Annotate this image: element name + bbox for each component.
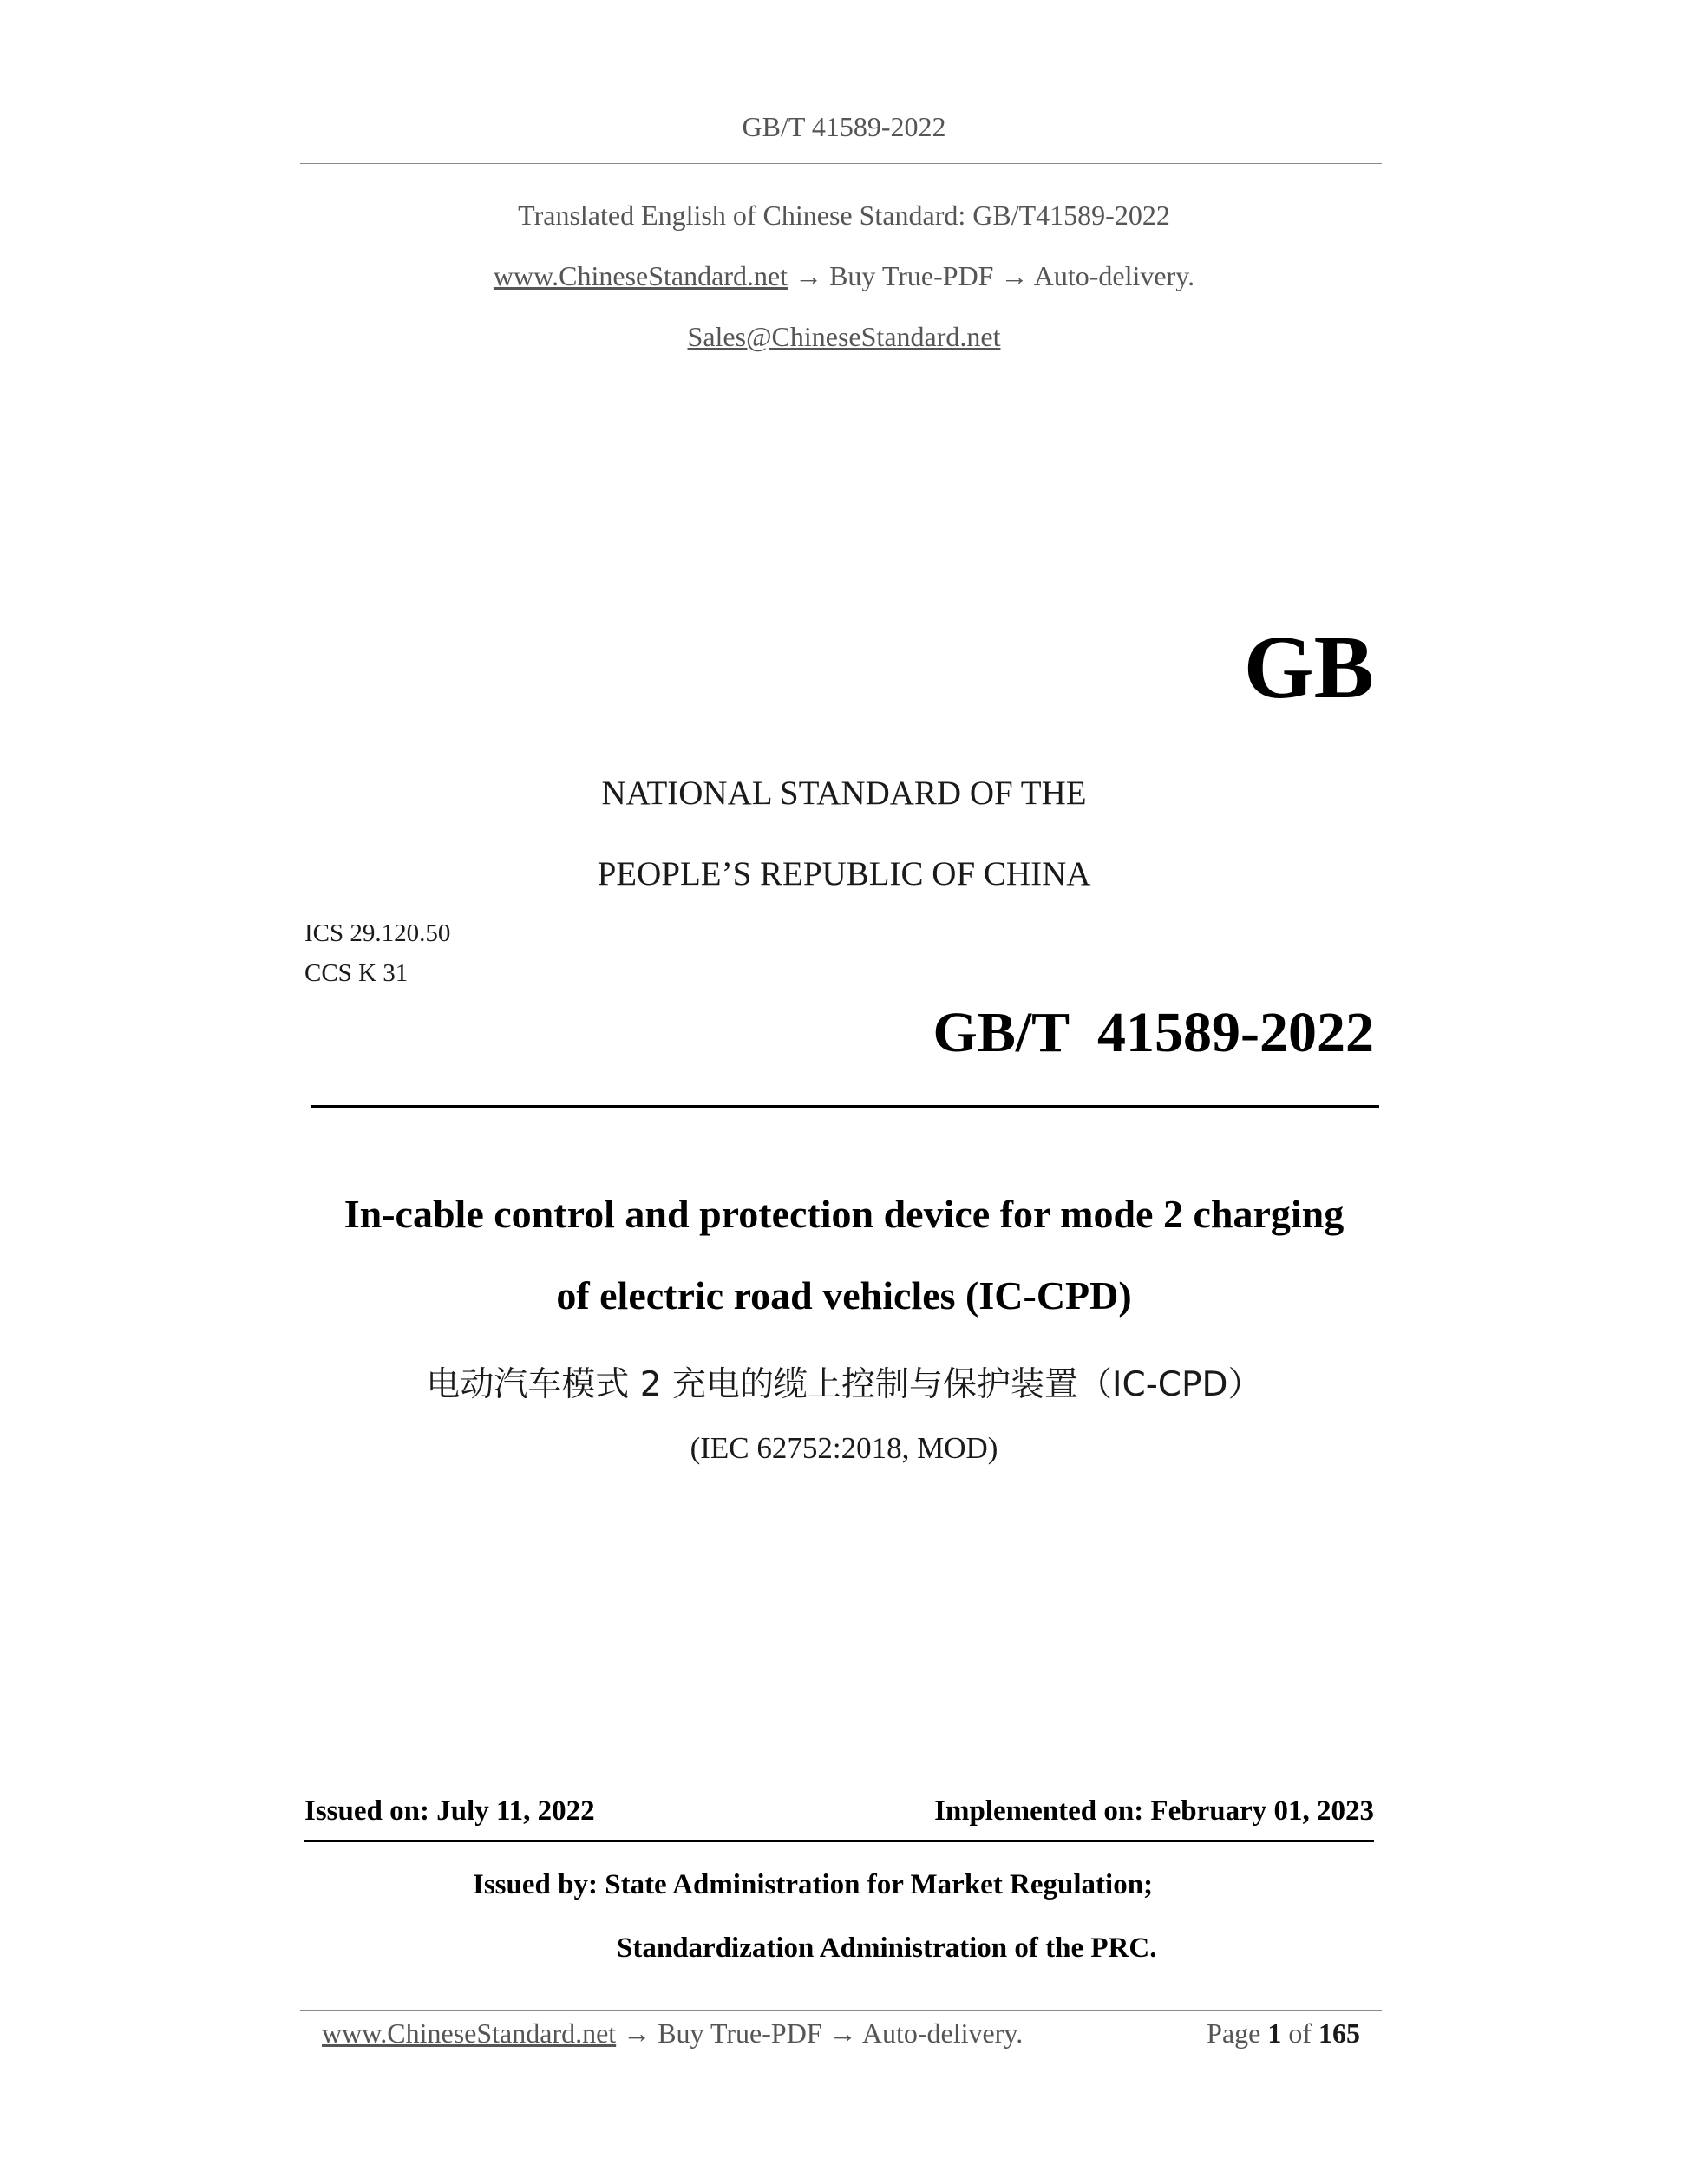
footer-delivery-text: Auto-delivery. bbox=[861, 2017, 1024, 2049]
issued-by-line-2: Standardization Administration of the PRC. bbox=[617, 1932, 1157, 1964]
footer-buy-text: Buy True-PDF bbox=[658, 2017, 822, 2049]
footer-divider bbox=[300, 2010, 1382, 2011]
arrow-right-icon: → bbox=[623, 2017, 651, 2049]
page-label: Page bbox=[1207, 2017, 1261, 2049]
arrow-right-icon: → bbox=[1000, 260, 1029, 291]
translated-label: Translated English of Chinese Standard: GB/T41589-2022 bbox=[518, 199, 1170, 231]
chinese-title: 电动汽车模式 2 充电的缆上控制与保护装置（IC-CPD） bbox=[426, 1365, 1262, 1404]
delivery-text: Auto-delivery. bbox=[1033, 260, 1195, 291]
gb-logo: GB bbox=[1243, 618, 1374, 717]
english-title-line-2: of electric road vehicles (IC-CPD) bbox=[556, 1273, 1132, 1318]
footer-promo bbox=[322, 2017, 1023, 2050]
sales-line bbox=[0, 321, 1688, 353]
arrow-right-icon: → bbox=[828, 2017, 857, 2049]
national-standard-line-1: NATIONAL STANDARD OF THE bbox=[601, 775, 1087, 812]
ccs-code: CCS K 31 bbox=[304, 959, 409, 987]
buy-text: Buy True-PDF bbox=[829, 260, 994, 291]
iec-reference: (IEC 62752:2018, MOD) bbox=[690, 1431, 998, 1465]
ics-code: ICS 29.120.50 bbox=[304, 919, 451, 947]
english-title-line-1: In-cable control and protection device for mode 2 charging bbox=[343, 1192, 1345, 1236]
standard-number: GB/T 41589-2022 bbox=[932, 1001, 1374, 1064]
footer-site-link[interactable]: www.ChineseStandard.net bbox=[322, 2017, 617, 2049]
sales-email-link[interactable]: Sales@ChineseStandard.net bbox=[687, 321, 1001, 352]
arrow-right-icon: → bbox=[795, 260, 823, 291]
total-pages: 165 bbox=[1318, 2017, 1360, 2049]
site-link[interactable]: www.ChineseStandard.net bbox=[493, 260, 788, 291]
page-number: 1 bbox=[1267, 2017, 1282, 2049]
issued-on-date: Issued on: July 11, 2022 bbox=[304, 1795, 595, 1827]
of-label: of bbox=[1288, 2017, 1312, 2049]
issue-divider bbox=[304, 1840, 1374, 1842]
promo-line bbox=[0, 260, 1688, 292]
page-indicator bbox=[1207, 2017, 1360, 2050]
national-standard-line-2: PEOPLE’S REPUBLIC OF CHINA bbox=[597, 855, 1091, 893]
header-divider bbox=[300, 163, 1382, 164]
issued-by-line-1: Issued by: State Administration for Market Regulation; bbox=[473, 1869, 1154, 1900]
running-header: GB/T 41589-2022 bbox=[742, 111, 946, 142]
implemented-on-date: Implemented on: February 01, 2023 bbox=[934, 1795, 1374, 1827]
standard-number-divider bbox=[311, 1105, 1379, 1108]
